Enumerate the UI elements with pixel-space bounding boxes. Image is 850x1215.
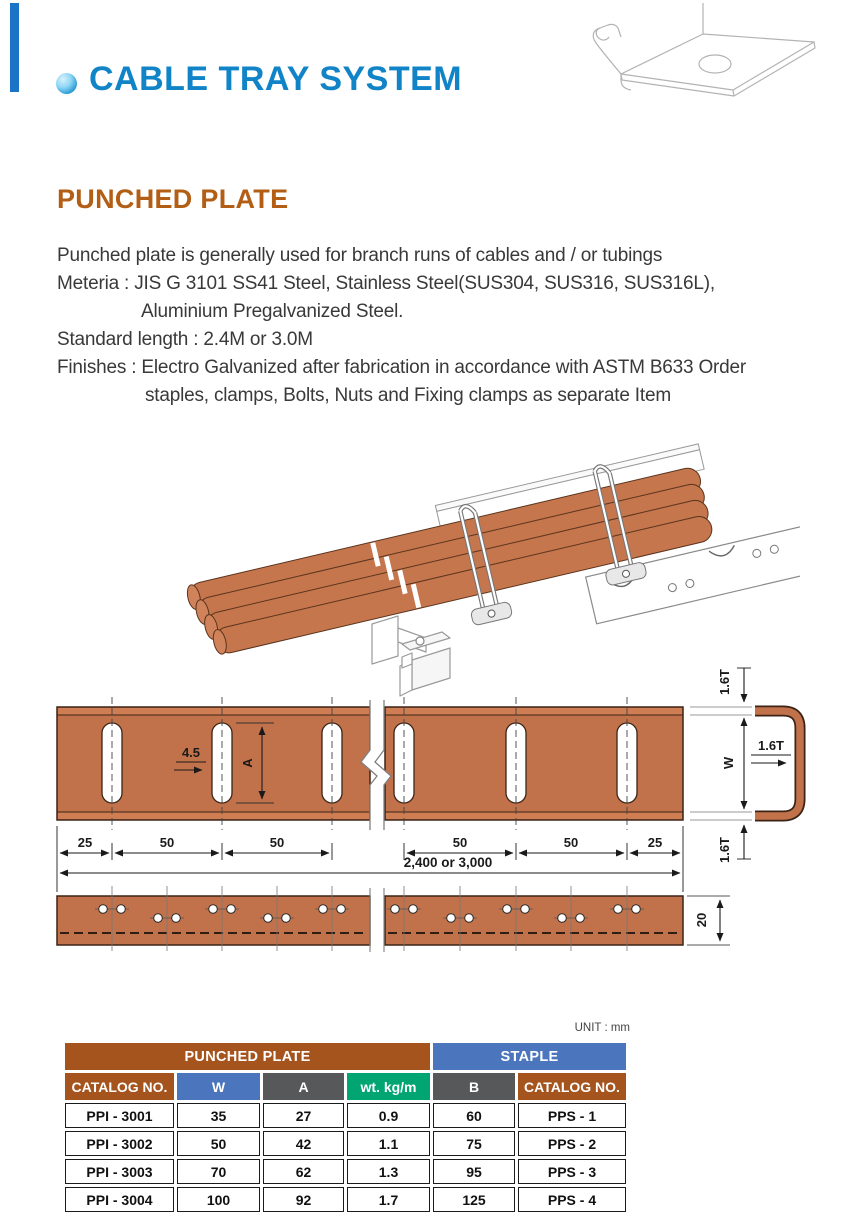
table-row bbox=[65, 1187, 626, 1212]
cell-a: 62 bbox=[263, 1159, 344, 1184]
dim-edge-margin: 25 bbox=[77, 835, 93, 850]
cell-catalog-no: PPI - 3004 bbox=[65, 1187, 174, 1212]
dim-pitch: 50 bbox=[159, 835, 175, 850]
cell-b: 60 bbox=[433, 1103, 515, 1128]
spec-table bbox=[62, 1040, 629, 1215]
table-row bbox=[65, 1159, 626, 1184]
pitch-dimensions bbox=[57, 826, 683, 892]
plate-cross-section bbox=[690, 668, 800, 863]
cell-staple-catalog-no: PPS - 3 bbox=[518, 1159, 626, 1184]
group-header-row bbox=[65, 1043, 626, 1070]
col-header-catalog-no: CATALOG NO. bbox=[65, 1073, 174, 1100]
col-header-w: W bbox=[177, 1073, 260, 1100]
dim-slot-length: A bbox=[240, 758, 255, 768]
description-line: Meteria : JIS G 3101 SS41 Steel, Stainless Steel(SUS304, SUS316, SUS316L), bbox=[57, 273, 715, 294]
dim-thickness: 1.6T bbox=[757, 738, 785, 753]
page-title: CABLE TRAY SYSTEM bbox=[89, 60, 463, 98]
dim-staple-height: 20 bbox=[694, 912, 709, 928]
cell-staple-catalog-no: PPS - 1 bbox=[518, 1103, 626, 1128]
dim-width: W bbox=[721, 756, 736, 770]
cell-staple-catalog-no: PPS - 2 bbox=[518, 1131, 626, 1156]
cell-catalog-no: PPI - 3002 bbox=[65, 1131, 174, 1156]
cell-b: 75 bbox=[433, 1131, 515, 1156]
dimension-drawing bbox=[40, 660, 830, 965]
cell-w: 50 bbox=[177, 1131, 260, 1156]
cell-staple-catalog-no: PPS - 4 bbox=[518, 1187, 626, 1212]
column-header-row bbox=[65, 1073, 626, 1100]
dim-pitch: 50 bbox=[452, 835, 468, 850]
cell-b: 95 bbox=[433, 1159, 515, 1184]
description-line: Aluminium Pregalvanized Steel. bbox=[141, 301, 404, 322]
unit-label: UNIT : mm bbox=[574, 1022, 630, 1034]
cell-b: 125 bbox=[433, 1187, 515, 1212]
cell-weight: 1.7 bbox=[347, 1187, 430, 1212]
cell-a: 92 bbox=[263, 1187, 344, 1212]
dim-pitch: 50 bbox=[563, 835, 579, 850]
plate-side-view bbox=[57, 886, 730, 952]
dim-edge-margin: 25 bbox=[647, 835, 663, 850]
group-header-staple: STAPLE bbox=[433, 1043, 626, 1070]
cell-weight: 0.9 bbox=[347, 1103, 430, 1128]
description-line: staples, clamps, Bolts, Nuts and Fixing clamps as separate Item bbox=[145, 385, 671, 406]
cell-w: 100 bbox=[177, 1187, 260, 1212]
dim-overall-length: 2,400 or 3,000 bbox=[403, 855, 493, 870]
col-header-b: B bbox=[433, 1073, 515, 1100]
cell-weight: 1.3 bbox=[347, 1159, 430, 1184]
cell-w: 35 bbox=[177, 1103, 260, 1128]
table-row bbox=[65, 1131, 626, 1156]
header-accent-bar bbox=[10, 3, 19, 92]
staple-line-art-icon bbox=[575, 0, 830, 112]
dim-pitch: 50 bbox=[269, 835, 285, 850]
col-header-catalog-no: CATALOG NO. bbox=[518, 1073, 626, 1100]
table-row bbox=[65, 1103, 626, 1128]
brand-dot-icon bbox=[56, 73, 77, 94]
group-header-punched-plate: PUNCHED PLATE bbox=[65, 1043, 430, 1070]
cell-a: 42 bbox=[263, 1131, 344, 1156]
cell-w: 70 bbox=[177, 1159, 260, 1184]
dim-thickness: 1.6T bbox=[717, 668, 732, 696]
plate-plan-view bbox=[57, 697, 683, 830]
cell-a: 27 bbox=[263, 1103, 344, 1128]
col-header-a: A bbox=[263, 1073, 344, 1100]
cell-catalog-no: PPI - 3001 bbox=[65, 1103, 174, 1128]
cell-catalog-no: PPI - 3003 bbox=[65, 1159, 174, 1184]
col-header-weight: wt. kg/m bbox=[347, 1073, 430, 1100]
section-title: PUNCHED PLATE bbox=[57, 184, 289, 214]
description-line: Standard length : 2.4M or 3.0M bbox=[57, 329, 313, 350]
description-block bbox=[57, 242, 827, 410]
dim-slot-width: 4.5 bbox=[181, 745, 201, 760]
description-line: Finishes : Electro Galvanized after fabrication in accordance with ASTM B633 Order bbox=[57, 357, 747, 378]
dim-thickness: 1.6T bbox=[717, 836, 732, 864]
description-line: Punched plate is generally used for branch runs of cables and / or tubings bbox=[57, 245, 663, 266]
cell-weight: 1.1 bbox=[347, 1131, 430, 1156]
